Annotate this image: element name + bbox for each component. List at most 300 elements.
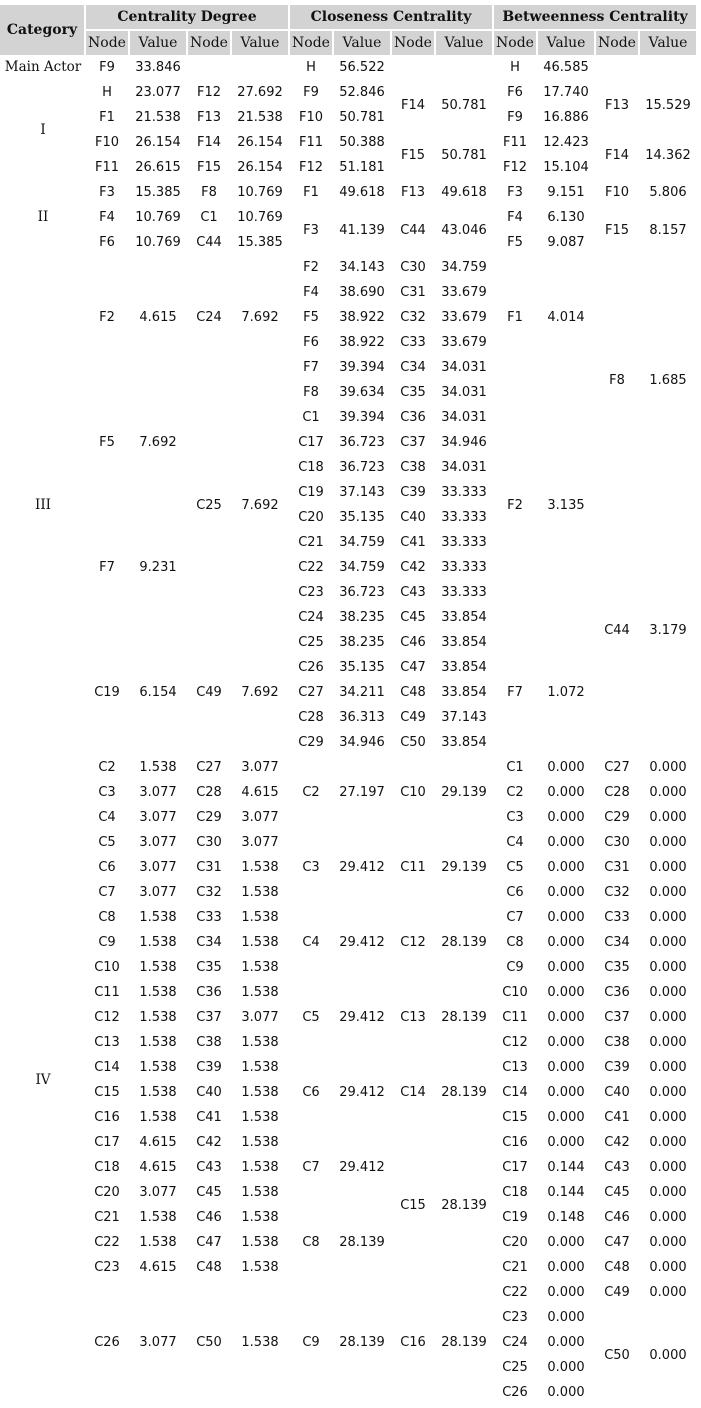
value-cell: 0.000: [649, 810, 687, 825]
node-cell: C17: [298, 435, 324, 450]
value-cell: 26.154: [135, 135, 181, 150]
node-cell: C14: [400, 1085, 426, 1100]
value-cell: 0.000: [649, 1185, 687, 1200]
node-cell: F2: [507, 497, 523, 513]
value-cell: 0.000: [547, 1310, 585, 1325]
value-cell: 1.538: [241, 1060, 279, 1075]
node-cell: F11: [94, 160, 120, 175]
node-cell: F13: [400, 185, 426, 200]
value-cell: 4.615: [241, 785, 279, 800]
node-cell: C14: [94, 1060, 120, 1075]
value-cell: 1.538: [241, 1110, 279, 1125]
betweenness-centrality-header: Betweenness Centrality: [494, 5, 696, 29]
value-cell: 28.139: [339, 1335, 385, 1350]
node-cell: F3: [303, 222, 319, 238]
node-header: Node: [596, 31, 638, 55]
value-cell: 1.538: [241, 960, 279, 975]
node-cell: C28: [604, 785, 630, 800]
node-cell: C9: [302, 1335, 320, 1350]
value-cell: 4.615: [139, 1260, 177, 1275]
value-cell: 29.412: [339, 860, 385, 875]
value-cell: 0.000: [649, 860, 687, 875]
value-cell: 35.135: [339, 510, 385, 525]
value-cell: 34.946: [339, 735, 385, 750]
value-cell: 1.538: [241, 1085, 279, 1100]
node-cell: C16: [502, 1135, 528, 1150]
value-cell: 0.000: [649, 1035, 687, 1050]
value-cell: 46.585: [543, 60, 589, 75]
value-cell: 33.854: [441, 610, 487, 625]
node-cell: C43: [604, 1160, 630, 1175]
value-cell: 4.615: [139, 1135, 177, 1150]
value-cell: 1.538: [241, 860, 279, 875]
node-cell: C23: [502, 1310, 528, 1325]
value-cell: 33.333: [441, 560, 487, 575]
value-cell: 0.000: [649, 985, 687, 1000]
node-cell: C42: [400, 560, 426, 575]
node-cell: C2: [506, 785, 524, 800]
value-cell: 3.077: [139, 810, 177, 825]
node-cell: C20: [502, 1235, 528, 1250]
value-cell: 0.000: [547, 1010, 585, 1025]
node-cell: C6: [506, 885, 524, 900]
value-cell: 3.077: [241, 810, 279, 825]
node-cell: C22: [502, 1285, 528, 1300]
value-cell: 21.538: [135, 110, 181, 125]
value-cell: 29.412: [339, 935, 385, 950]
node-cell: C7: [506, 910, 524, 925]
value-cell: 38.235: [339, 610, 385, 625]
value-cell: 0.000: [649, 835, 687, 850]
value-cell: 1.685: [649, 372, 687, 388]
value-cell: 34.031: [441, 360, 487, 375]
node-cell: C16: [400, 1335, 426, 1350]
value-cell: 5.806: [649, 185, 687, 200]
value-cell: 10.769: [135, 235, 181, 250]
node-cell: C31: [196, 860, 222, 875]
value-cell: 34.759: [339, 535, 385, 550]
value-cell: 0.000: [649, 1347, 687, 1363]
value-cell: 36.723: [339, 435, 385, 450]
value-cell: 34.759: [339, 560, 385, 575]
value-cell: 1.538: [241, 1160, 279, 1175]
node-cell: F2: [99, 310, 115, 325]
node-cell: C18: [502, 1185, 528, 1200]
value-cell: 51.181: [339, 160, 385, 175]
value-cell: 3.077: [139, 860, 177, 875]
node-cell: C28: [298, 710, 324, 725]
node-cell: C38: [196, 1035, 222, 1050]
value-cell: 33.333: [441, 485, 487, 500]
value-cell: 3.077: [241, 1010, 279, 1025]
node-cell: C4: [98, 810, 116, 825]
node-cell: C23: [94, 1260, 120, 1275]
value-cell: 1.538: [139, 760, 177, 775]
value-cell: 29.412: [339, 1085, 385, 1100]
node-cell: F8: [303, 385, 319, 400]
node-cell: C32: [196, 885, 222, 900]
node-cell: C45: [196, 1185, 222, 1200]
value-cell: 7.692: [241, 497, 279, 513]
node-cell: C34: [196, 935, 222, 950]
node-cell: C31: [604, 860, 630, 875]
value-cell: 0.000: [649, 785, 687, 800]
node-cell: C37: [196, 1010, 222, 1025]
node-cell: C36: [604, 985, 630, 1000]
node-cell: C4: [302, 935, 320, 950]
value-cell: 3.077: [139, 885, 177, 900]
node-cell: C48: [196, 1260, 222, 1275]
node-cell: F5: [303, 310, 319, 325]
node-cell: C43: [400, 585, 426, 600]
node-cell: C21: [94, 1210, 120, 1225]
value-cell: 33.854: [441, 735, 487, 750]
node-cell: C28: [196, 785, 222, 800]
node-cell: C38: [400, 460, 426, 475]
node-cell: C3: [302, 860, 320, 875]
value-cell: 49.618: [339, 185, 385, 200]
node-cell: C24: [196, 310, 222, 325]
node-cell: C29: [298, 735, 324, 750]
value-cell: 0.000: [547, 760, 585, 775]
node-cell: C43: [196, 1160, 222, 1175]
value-cell: 0.144: [547, 1160, 585, 1175]
value-cell: 7.692: [241, 685, 279, 700]
node-cell: C32: [400, 310, 426, 325]
value-cell: 0.000: [547, 960, 585, 975]
category-header: Category: [0, 5, 84, 55]
node-cell: C16: [94, 1110, 120, 1125]
value-cell: 3.077: [139, 835, 177, 850]
category-label: Main Actor: [4, 59, 82, 75]
node-cell: C27: [604, 760, 630, 775]
node-cell: F11: [502, 135, 528, 150]
node-cell: C47: [196, 1235, 222, 1250]
value-cell: 4.014: [547, 310, 585, 325]
value-cell: 0.000: [649, 1135, 687, 1150]
value-cell: 0.000: [547, 1335, 585, 1350]
centrality-degree-header: Centrality Degree: [86, 5, 288, 29]
value-cell: 9.087: [547, 235, 585, 250]
node-cell: C22: [298, 560, 324, 575]
value-cell: 15.529: [645, 97, 691, 113]
value-cell: 50.781: [441, 97, 487, 113]
value-cell: 38.922: [339, 335, 385, 350]
node-cell: C48: [400, 685, 426, 700]
node-cell: C5: [506, 860, 524, 875]
value-cell: 29.139: [441, 785, 487, 800]
node-cell: C27: [298, 685, 324, 700]
value-cell: 0.000: [649, 1060, 687, 1075]
value-cell: 1.538: [241, 935, 279, 950]
node-cell: F3: [99, 185, 115, 200]
node-cell: C29: [604, 810, 630, 825]
node-cell: F1: [507, 310, 523, 325]
value-cell: 39.394: [339, 360, 385, 375]
node-cell: C25: [502, 1360, 528, 1375]
value-cell: 38.922: [339, 310, 385, 325]
node-cell: F15: [400, 147, 426, 163]
node-cell: C11: [94, 985, 120, 1000]
node-cell: C11: [502, 1010, 528, 1025]
node-cell: C33: [400, 335, 426, 350]
value-cell: 0.000: [547, 1385, 585, 1400]
node-cell: C49: [196, 685, 222, 700]
value-cell: 34.143: [339, 260, 385, 275]
node-cell: C22: [94, 1235, 120, 1250]
node-cell: F4: [507, 210, 523, 225]
value-cell: 37.143: [441, 710, 487, 725]
value-cell: 0.148: [547, 1210, 585, 1225]
value-cell: 3.077: [139, 1185, 177, 1200]
node-cell: F1: [303, 185, 319, 200]
value-cell: 34.946: [441, 435, 487, 450]
value-cell: 0.000: [547, 1110, 585, 1125]
node-cell: C41: [400, 535, 426, 550]
value-cell: 34.759: [441, 260, 487, 275]
value-cell: 34.211: [339, 685, 385, 700]
node-cell: C37: [604, 1010, 630, 1025]
node-cell: F5: [507, 235, 523, 250]
node-cell: C33: [604, 910, 630, 925]
value-cell: 36.723: [339, 460, 385, 475]
node-cell: C5: [98, 835, 116, 850]
node-cell: F1: [99, 110, 115, 125]
node-cell: C47: [604, 1235, 630, 1250]
node-cell: C17: [502, 1160, 528, 1175]
value-cell: 1.538: [241, 1335, 279, 1350]
value-cell: 10.769: [237, 210, 283, 225]
value-cell: 0.000: [649, 1110, 687, 1125]
value-cell: 21.538: [237, 110, 283, 125]
node-cell: F5: [99, 435, 115, 450]
node-cell: C1: [200, 210, 218, 225]
node-cell: F10: [604, 185, 630, 200]
value-cell: 36.313: [339, 710, 385, 725]
node-cell: C26: [94, 1335, 120, 1350]
value-cell: 6.130: [547, 210, 585, 225]
value-cell: 9.231: [139, 560, 177, 575]
value-cell: 1.538: [241, 1210, 279, 1225]
value-cell: 12.423: [543, 135, 589, 150]
node-cell: C41: [604, 1110, 630, 1125]
value-cell: 15.385: [135, 185, 181, 200]
category-label: I: [40, 121, 46, 138]
value-cell: 16.886: [543, 110, 589, 125]
node-cell: C46: [196, 1210, 222, 1225]
node-cell: C44: [400, 222, 426, 238]
node-header: Node: [86, 31, 128, 55]
value-cell: 1.538: [241, 985, 279, 1000]
value-cell: 0.000: [547, 885, 585, 900]
node-cell: F11: [298, 135, 324, 150]
node-cell: C29: [196, 810, 222, 825]
node-cell: C49: [400, 710, 426, 725]
value-header: Value: [538, 31, 594, 55]
node-cell: C17: [94, 1135, 120, 1150]
value-cell: 33.854: [441, 660, 487, 675]
node-cell: C24: [502, 1335, 528, 1350]
value-cell: 1.538: [139, 1235, 177, 1250]
node-cell: C48: [604, 1260, 630, 1275]
value-header: Value: [130, 31, 186, 55]
node-cell: C46: [400, 635, 426, 650]
value-cell: 0.000: [547, 1035, 585, 1050]
node-cell: C31: [400, 285, 426, 300]
value-cell: 1.538: [241, 1260, 279, 1275]
value-header: Value: [232, 31, 288, 55]
value-cell: 28.139: [339, 1235, 385, 1250]
node-cell: F8: [201, 185, 217, 200]
node-cell: C20: [94, 1185, 120, 1200]
node-cell: F12: [196, 85, 222, 100]
node-cell: F10: [298, 110, 324, 125]
value-cell: 50.781: [441, 147, 487, 163]
value-cell: 0.000: [547, 1235, 585, 1250]
value-cell: 1.538: [139, 935, 177, 950]
value-cell: 38.235: [339, 635, 385, 650]
node-cell: C1: [506, 760, 524, 775]
value-cell: 7.692: [241, 310, 279, 325]
value-cell: 0.000: [649, 935, 687, 950]
value-cell: 0.000: [547, 985, 585, 1000]
node-cell: C19: [502, 1210, 528, 1225]
value-cell: 0.000: [649, 1085, 687, 1100]
node-cell: C1: [302, 410, 320, 425]
value-cell: 34.031: [441, 460, 487, 475]
node-cell: C34: [400, 360, 426, 375]
node-cell: F14: [400, 97, 426, 113]
value-cell: 15.104: [543, 160, 589, 175]
value-cell: 1.538: [139, 985, 177, 1000]
value-cell: 8.157: [649, 222, 687, 238]
value-cell: 43.046: [441, 222, 487, 238]
value-cell: 1.538: [241, 885, 279, 900]
node-cell: H: [102, 85, 112, 100]
node-cell: C10: [400, 785, 426, 800]
value-cell: 1.538: [139, 1085, 177, 1100]
node-cell: C35: [196, 960, 222, 975]
node-cell: F9: [303, 85, 319, 100]
value-cell: 0.000: [649, 885, 687, 900]
node-cell: C15: [502, 1110, 528, 1125]
value-cell: 39.394: [339, 410, 385, 425]
value-cell: 36.723: [339, 585, 385, 600]
value-cell: 0.000: [649, 1235, 687, 1250]
value-cell: 0.000: [547, 1260, 585, 1275]
node-cell: C3: [506, 810, 524, 825]
value-cell: 1.538: [139, 910, 177, 925]
value-cell: 26.154: [237, 135, 283, 150]
value-cell: 37.143: [339, 485, 385, 500]
value-cell: 33.333: [441, 585, 487, 600]
value-cell: 33.854: [441, 635, 487, 650]
value-cell: 52.846: [339, 85, 385, 100]
node-cell: C25: [196, 497, 222, 513]
value-cell: 27.197: [339, 785, 385, 800]
value-cell: 0.000: [649, 1285, 687, 1300]
node-cell: C9: [506, 960, 524, 975]
value-cell: 9.151: [547, 185, 585, 200]
node-cell: C35: [604, 960, 630, 975]
node-cell: F4: [303, 285, 319, 300]
node-cell: C40: [604, 1085, 630, 1100]
node-cell: C32: [604, 885, 630, 900]
node-cell: C37: [400, 435, 426, 450]
node-cell: C14: [502, 1085, 528, 1100]
value-cell: 0.000: [649, 760, 687, 775]
value-cell: 17.740: [543, 85, 589, 100]
value-cell: 1.538: [139, 1035, 177, 1050]
node-cell: H: [510, 60, 520, 75]
value-cell: 28.139: [441, 1085, 487, 1100]
value-cell: 7.692: [139, 435, 177, 450]
node-cell: C20: [298, 510, 324, 525]
value-cell: 50.388: [339, 135, 385, 150]
value-cell: 33.854: [441, 685, 487, 700]
node-cell: C21: [502, 1260, 528, 1275]
value-cell: 0.000: [649, 1010, 687, 1025]
node-cell: C47: [400, 660, 426, 675]
node-cell: F13: [604, 97, 630, 113]
value-header: Value: [436, 31, 492, 55]
category-label: IV: [35, 1071, 51, 1088]
node-cell: C12: [502, 1035, 528, 1050]
node-header: Node: [188, 31, 230, 55]
value-cell: 0.000: [649, 910, 687, 925]
node-cell: C12: [400, 935, 426, 950]
value-cell: 1.072: [547, 685, 585, 700]
node-cell: C2: [302, 785, 320, 800]
node-cell: C26: [502, 1385, 528, 1400]
node-cell: C13: [502, 1060, 528, 1075]
node-cell: C38: [604, 1035, 630, 1050]
value-cell: 38.690: [339, 285, 385, 300]
node-cell: F6: [99, 235, 115, 250]
node-cell: C21: [298, 535, 324, 550]
value-cell: 0.000: [547, 910, 585, 925]
value-cell: 4.615: [139, 310, 177, 325]
node-cell: C24: [298, 610, 324, 625]
node-cell: C18: [298, 460, 324, 475]
value-cell: 0.000: [547, 860, 585, 875]
value-cell: 1.538: [241, 1135, 279, 1150]
node-cell: C15: [400, 1197, 426, 1213]
value-cell: 1.538: [139, 1210, 177, 1225]
value-cell: 1.538: [139, 1010, 177, 1025]
value-cell: 0.000: [547, 1085, 585, 1100]
node-cell: C19: [94, 685, 120, 700]
value-cell: 0.000: [547, 785, 585, 800]
node-cell: C46: [604, 1210, 630, 1225]
value-cell: 0.000: [649, 1160, 687, 1175]
node-header: Node: [392, 31, 434, 55]
value-cell: 0.000: [547, 1360, 585, 1375]
node-cell: F6: [303, 335, 319, 350]
value-cell: 1.538: [139, 1110, 177, 1125]
node-cell: C50: [604, 1347, 630, 1363]
node-cell: C30: [604, 835, 630, 850]
value-cell: 28.139: [441, 1010, 487, 1025]
value-cell: 0.000: [547, 810, 585, 825]
value-cell: 4.615: [139, 1160, 177, 1175]
node-cell: C27: [196, 760, 222, 775]
value-cell: 33.333: [441, 510, 487, 525]
value-cell: 3.179: [649, 622, 687, 638]
node-cell: C40: [196, 1085, 222, 1100]
node-cell: C39: [196, 1060, 222, 1075]
node-cell: C13: [400, 1010, 426, 1025]
